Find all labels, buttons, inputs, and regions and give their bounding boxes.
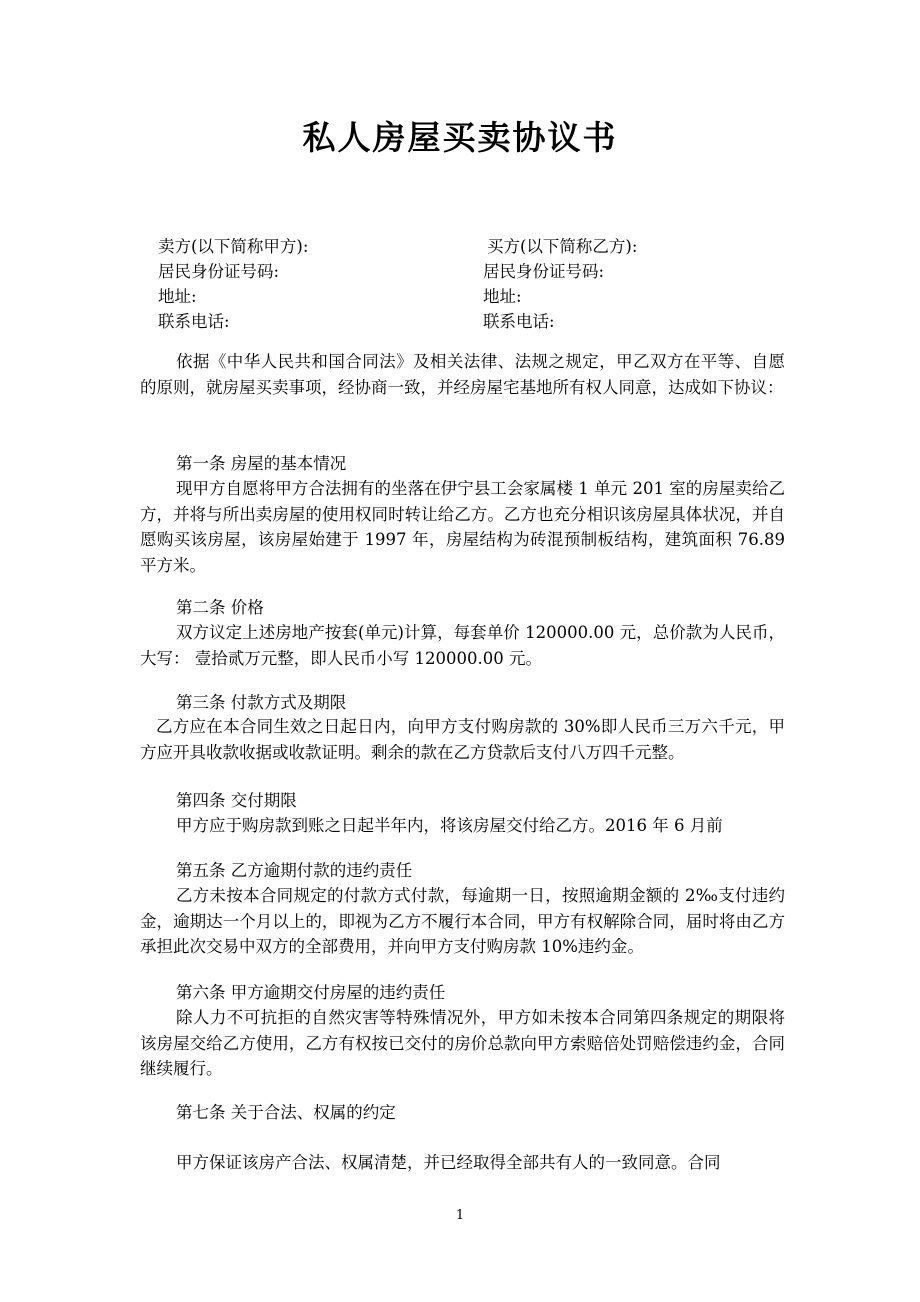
article-4-body: 甲方应于购房款到账之日起半年内，将该房屋交付给乙方。2016 年 6 月前	[176, 816, 723, 835]
article-2-body: 双方议定上述房地产按套(单元)计算，每套单价 120000.00 元，总价款为人民币，大写： 壹拾贰万元整，即人民币小写 120000.00 元。	[140, 623, 785, 668]
article-5-body: 乙方未按本合同规定的付款方式付款，每逾期一日，按照逾期金额的 2‰支付违约金，逾期达一个月以上的，即视为乙方不履行本合同，甲方有权解除合同，届时将由乙方承担此次交易中双方的全部费用，并向甲方支付购房款 10%违约金。	[140, 886, 785, 956]
article-7-body: 甲方保证该房产合法、权属清楚，并已经取得全部共有人的一致同意。合同	[176, 1153, 721, 1172]
article-3-body: 乙方应在本合同生效之日起日内，向甲方支付购房款的 30%即人民币三万六千元，甲方应开具收款收据或收款证明。剩余的款在乙方贷款后支付八万四千元整。	[140, 717, 785, 762]
buyer-address-label: 地址:	[483, 287, 522, 306]
article-4-heading: 第四条 交付期限	[176, 791, 297, 810]
intro-paragraph: 依据《中华人民共和国合同法》及相关法律、法规之规定，甲乙双方在平等、自愿的原则，就房屋买卖事项，经协商一致，并经房屋宅基地所有权人同意，达成如下协议：	[140, 352, 785, 397]
seller-id-label: 居民身份证号码:	[158, 262, 280, 281]
article-5-heading: 第五条 乙方逾期付款的违约责任	[176, 861, 413, 880]
seller-label: 卖方(以下简称甲方):	[158, 237, 309, 256]
article-6-heading: 第六条 甲方逾期交付房屋的违约责任	[176, 983, 446, 1002]
article-7-heading: 第七条 关于合法、权属的约定	[176, 1103, 396, 1122]
article-1-heading: 第一条 房屋的基本情况	[176, 454, 347, 473]
seller-phone-label: 联系电话:	[158, 312, 230, 331]
article-1-body: 现甲方自愿将甲方合法拥有的坐落在伊宁县工会家属楼 1 单元 201 室的房屋卖给乙方，并将与所出卖房屋的使用权同时转让给乙方。乙方也充分相识该房屋具体状况，并自愿购买该房屋，该房屋始建于 1997 年，房屋结构为砖混预制板结构，建筑面积 76.89 平方米。	[140, 479, 785, 575]
buyer-id-label: 居民身份证号码:	[483, 262, 605, 281]
article-3-heading: 第三条 付款方式及期限	[176, 693, 347, 712]
seller-address-label: 地址:	[158, 287, 197, 306]
buyer-label: 买方(以下简称乙方):	[487, 237, 638, 256]
article-2-heading: 第二条 价格	[176, 598, 264, 617]
document-title: 私人房屋买卖协议书	[302, 118, 618, 157]
buyer-phone-label: 联系电话:	[483, 312, 555, 331]
article-6-body: 除人力不可抗拒的自然灾害等特殊情况外，甲方如未按本合同第四条规定的期限将该房屋交给乙方使用，乙方有权按已交付的房价总款向甲方索赔倍处罚赔偿违约金，合同继续履行。	[140, 1008, 785, 1078]
page-number: 1	[455, 1208, 465, 1223]
